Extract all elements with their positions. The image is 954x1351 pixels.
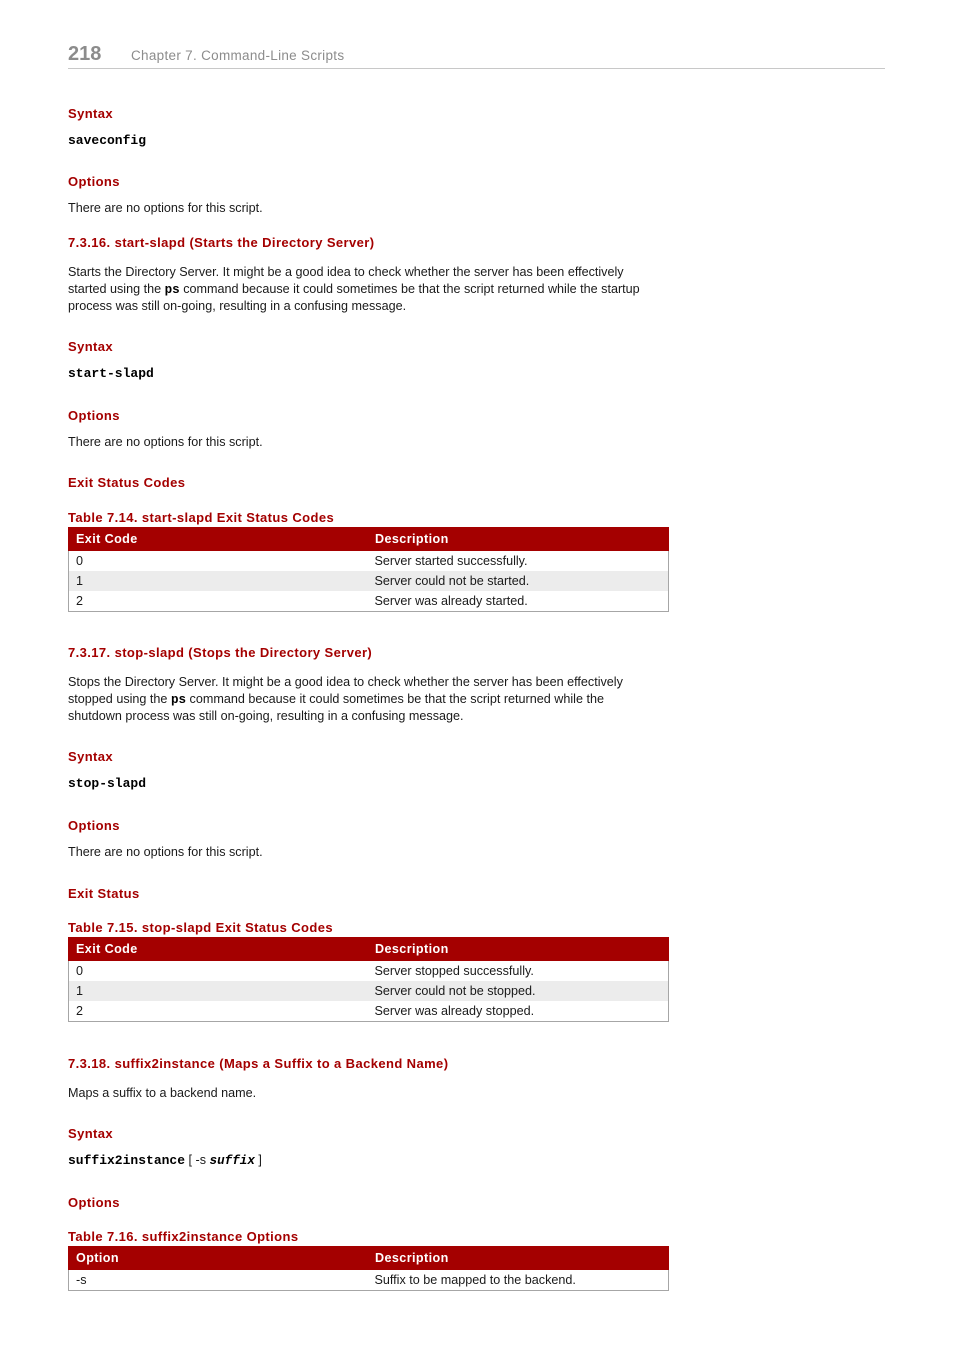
start-slapd-section-title: 7.3.16. start-slapd (Starts the Directory Server) [68, 235, 375, 250]
table-cell: Suffix to be mapped to the backend. [374, 1273, 576, 1287]
start-slapd-syntax-command: start-slapd [68, 366, 154, 381]
table-cell: 1 [69, 571, 368, 591]
start-slapd-exit-table [68, 527, 669, 612]
table-row [69, 961, 669, 982]
column-header: Description [368, 938, 669, 961]
stop-slapd-desc-line2 [68, 691, 688, 709]
suffix2instance-syntax-line [68, 1153, 262, 1168]
stop-slapd-section-title: 7.3.17. stop-slapd (Stops the Directory Server) [68, 645, 373, 660]
start-slapd-exit-heading: Exit Status Codes [68, 475, 186, 490]
stop-slapd-syntax-command: stop-slapd [68, 776, 147, 791]
table-cell: 2 [76, 1004, 84, 1018]
stop-slapd-desc-line1: Stops the Directory Server. It might be a good idea to check whether the server has been effectively [68, 675, 623, 689]
column-header: Exit Code [69, 938, 368, 961]
suffix2instance-section-title: 7.3.18. suffix2instance (Maps a Suffix to a Backend Name) [68, 1056, 449, 1071]
suffix2instance-syntax-command: suffix2instance [68, 1153, 186, 1168]
stop-slapd-desc-line2-post: command because it could sometimes be that the script returned while the [186, 691, 604, 706]
table-header-row [69, 938, 669, 961]
table-row [69, 1270, 669, 1291]
table-cell: Server started successfully. [374, 554, 528, 568]
header-divider [68, 68, 885, 69]
table-cell: 2 [76, 594, 84, 608]
table-cell: Server could not be stopped. [368, 981, 669, 1001]
stop-slapd-desc-line3: shutdown process was still on-going, resulting in a confusing message. [68, 709, 464, 724]
table-row [69, 591, 669, 612]
stop-slapd-desc-line2-pre: stopped using the [68, 691, 171, 706]
start-slapd-desc-line2-post: command because it could sometimes be that the script returned while the startup [179, 281, 640, 296]
table-row [69, 981, 669, 1001]
syntax-close-bracket: ] [254, 1153, 262, 1167]
start-slapd-desc-line1: Starts the Directory Server. It might be a good idea to check whether the server has been effectively [68, 265, 624, 279]
page-number: 218 [68, 43, 102, 65]
stop-slapd-table-caption: Table 7.15. stop-slapd Exit Status Codes [68, 920, 333, 935]
suffix2instance-table-caption: Table 7.16. suffix2instance Options [68, 1229, 299, 1244]
stop-slapd-syntax-heading: Syntax [68, 749, 114, 764]
start-slapd-desc-line2 [68, 281, 688, 299]
table-cell: Server could not be started. [368, 571, 669, 591]
start-slapd-table-caption: Table 7.14. start-slapd Exit Status Codes [68, 510, 335, 525]
stop-slapd-exit-table [68, 937, 669, 1022]
suffix2instance-options-heading: Options [68, 1195, 120, 1210]
column-header: Description [368, 528, 669, 551]
table-cell: 0 [76, 964, 84, 978]
stop-slapd-options-text: There are no options for this script. [68, 845, 263, 859]
saveconfig-syntax-heading: Syntax [68, 106, 114, 121]
table-cell: Server was already started. [374, 594, 528, 608]
start-slapd-desc-line2-pre: started using the [68, 281, 165, 296]
saveconfig-syntax-command: saveconfig [68, 133, 147, 148]
table-cell: 0 [76, 554, 84, 568]
start-slapd-syntax-heading: Syntax [68, 339, 114, 354]
suffix2instance-description: Maps a suffix to a backend name. [68, 1086, 257, 1100]
saveconfig-options-heading: Options [68, 174, 120, 189]
stop-slapd-description [68, 674, 688, 725]
table-header-row [69, 528, 669, 551]
table-cell: 1 [69, 981, 368, 1001]
table-row [69, 1001, 669, 1022]
column-header: Exit Code [69, 528, 368, 551]
table-cell: Server stopped successfully. [374, 964, 534, 978]
stop-slapd-options-heading: Options [68, 818, 120, 833]
table-cell: Server was already stopped. [374, 1004, 535, 1018]
suffix2instance-options-table [68, 1246, 669, 1291]
start-slapd-desc-line3: process was still on-going, resulting in a confusing message. [68, 299, 407, 314]
column-header: Description [368, 1247, 669, 1270]
start-slapd-options-heading: Options [68, 408, 120, 423]
table-cell: -s [76, 1273, 87, 1287]
syntax-argument: suffix [209, 1154, 255, 1168]
syntax-open-bracket: [ -s [185, 1153, 210, 1167]
start-slapd-options-text: There are no options for this script. [68, 435, 263, 449]
start-slapd-description [68, 264, 688, 315]
ps-command: ps [164, 282, 180, 297]
chapter-title: Chapter 7. Command-Line Scripts [131, 48, 345, 63]
saveconfig-options-text: There are no options for this script. [68, 201, 263, 215]
ps-command: ps [170, 692, 187, 707]
table-row [69, 551, 669, 572]
stop-slapd-exit-heading: Exit Status [68, 886, 140, 901]
suffix2instance-syntax-heading: Syntax [68, 1126, 114, 1141]
table-row [69, 571, 669, 591]
table-header-row [69, 1247, 669, 1270]
column-header: Option [69, 1247, 368, 1270]
